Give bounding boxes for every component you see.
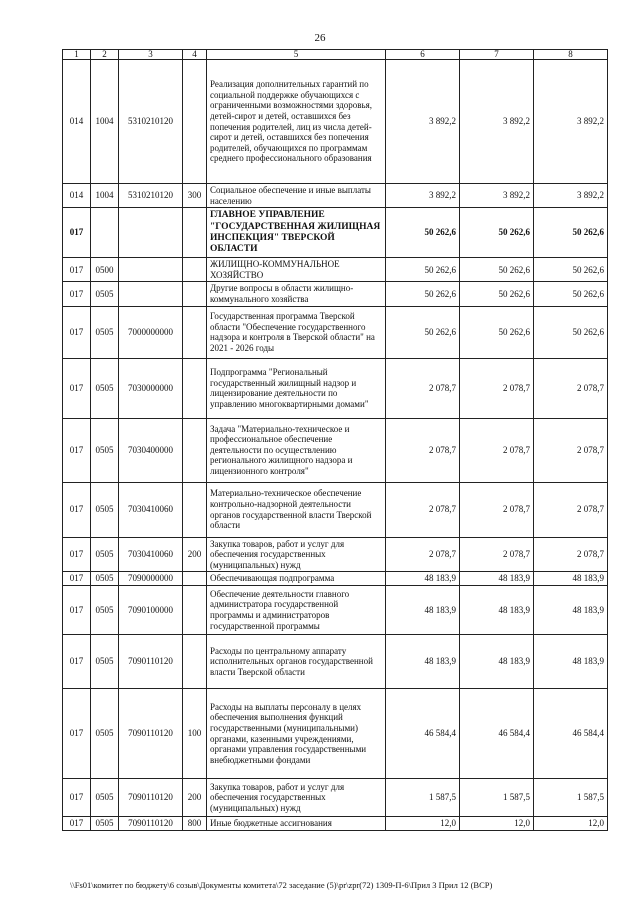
admin-code-cell: 017: [63, 282, 91, 306]
admin-code-cell: 017: [63, 572, 91, 586]
amount-col7-cell: 48 183,9: [460, 635, 534, 689]
row-name-cell: Государственная программа Тверской области "Обеспечение государственного надзора и контроля в Тверской области" на 2021 - 2026 годы: [207, 306, 386, 358]
admin-code-cell: 017: [63, 482, 91, 537]
section-code-cell: 0505: [91, 537, 119, 572]
amount-col6-cell: 48 183,9: [386, 572, 460, 586]
expense-type-cell: [183, 418, 207, 482]
admin-code-cell: 017: [63, 537, 91, 572]
admin-code-cell: 017: [63, 817, 91, 831]
section-code-cell: 0505: [91, 689, 119, 779]
amount-col8-cell: 12,0: [534, 817, 608, 831]
table-row: [63, 482, 608, 537]
target-article-cell: 7090110120: [119, 817, 183, 831]
amount-col8-cell: 48 183,9: [534, 635, 608, 689]
amount-col8-cell: 2 078,7: [534, 358, 608, 418]
target-article-cell: [119, 258, 183, 282]
amount-col6-cell: 12,0: [386, 817, 460, 831]
table-row: [63, 258, 608, 282]
section-code-cell: 0505: [91, 817, 119, 831]
expense-type-cell: 200: [183, 537, 207, 572]
amount-col7-cell: 2 078,7: [460, 482, 534, 537]
amount-col8-cell: 2 078,7: [534, 482, 608, 537]
amount-col8-cell: 2 078,7: [534, 418, 608, 482]
amount-col7-cell: 2 078,7: [460, 358, 534, 418]
amount-col8-cell: 3 892,2: [534, 184, 608, 208]
expense-type-cell: [183, 482, 207, 537]
row-name-cell: Материально-техническое обеспечение контрольно-надзорной деятельности органов государственной власти Тверской области: [207, 482, 386, 537]
column-header: 2: [91, 50, 119, 60]
admin-code-cell: 014: [63, 60, 91, 184]
column-header: 4: [183, 50, 207, 60]
amount-col8-cell: 1 587,5: [534, 779, 608, 817]
page-number: 26: [314, 32, 326, 44]
section-code-cell: 0505: [91, 358, 119, 418]
column-header: 5: [207, 50, 386, 60]
admin-code-cell: 017: [63, 306, 91, 358]
admin-code-cell: 017: [63, 689, 91, 779]
expense-type-cell: [183, 60, 207, 184]
row-name-cell: Закупка товаров, работ и услуг для обеспечения государственных (муниципальных) нужд: [207, 779, 386, 817]
admin-code-cell: 017: [63, 258, 91, 282]
expense-type-cell: [183, 358, 207, 418]
table-row: [63, 184, 608, 208]
amount-col7-cell: 50 262,6: [460, 258, 534, 282]
table-row: [63, 572, 608, 586]
target-article-cell: 5310210120: [119, 60, 183, 184]
amount-col6-cell: 50 262,6: [386, 258, 460, 282]
target-article-cell: 7030000000: [119, 358, 183, 418]
row-name-cell: Социальное обеспечение и иные выплаты населению: [207, 184, 386, 208]
amount-col7-cell: 2 078,7: [460, 418, 534, 482]
column-header: 3: [119, 50, 183, 60]
section-code-cell: 0505: [91, 586, 119, 635]
row-name-cell: Расходы по центральному аппарату исполнительных органов государственной власти Тверской области: [207, 635, 386, 689]
amount-col8-cell: 46 584,4: [534, 689, 608, 779]
expense-type-cell: [183, 586, 207, 635]
row-name-cell: Задача "Материально-техническое и профессиональное обеспечение деятельности по осуществлению регионального жилищного надзора и лицензионного контроля": [207, 418, 386, 482]
amount-col8-cell: 3 892,2: [534, 60, 608, 184]
amount-col6-cell: 50 262,6: [386, 306, 460, 358]
amount-col8-cell: 48 183,9: [534, 586, 608, 635]
amount-col7-cell: 3 892,2: [460, 60, 534, 184]
amount-col7-cell: 1 587,5: [460, 779, 534, 817]
expense-type-cell: [183, 572, 207, 586]
target-article-cell: 7030410060: [119, 482, 183, 537]
amount-col6-cell: 46 584,4: [386, 689, 460, 779]
section-code-cell: 0505: [91, 635, 119, 689]
table-row: [63, 779, 608, 817]
table-row: [63, 306, 608, 358]
row-name-cell: Расходы на выплаты персоналу в целях обеспечения выполнения функций государственными (муниципальными) органами, казенными учреждениями, органами управления государственными внебюджетными фондами: [207, 689, 386, 779]
row-name-cell: Иные бюджетные ассигнования: [207, 817, 386, 831]
admin-code-cell: 017: [63, 208, 91, 258]
target-article-cell: 7090110120: [119, 635, 183, 689]
admin-code-cell: 017: [63, 779, 91, 817]
amount-col8-cell: 2 078,7: [534, 537, 608, 572]
table-row: [63, 60, 608, 184]
row-name-cell: Другие вопросы в области жилищно-коммунального хозяйства: [207, 282, 386, 306]
expense-type-cell: [183, 306, 207, 358]
target-article-cell: 7090000000: [119, 572, 183, 586]
amount-col6-cell: 1 587,5: [386, 779, 460, 817]
table-row: [63, 635, 608, 689]
amount-col6-cell: 50 262,6: [386, 208, 460, 258]
section-code-cell: 1004: [91, 184, 119, 208]
row-name-cell: ГЛАВНОЕ УПРАВЛЕНИЕ "ГОСУДАРСТВЕННАЯ ЖИЛИЩНАЯ ИНСПЕКЦИЯ" ТВЕРСКОЙ ОБЛАСТИ: [207, 208, 386, 258]
target-article-cell: 7090110120: [119, 779, 183, 817]
amount-col6-cell: 3 892,2: [386, 184, 460, 208]
amount-col8-cell: 50 262,6: [534, 208, 608, 258]
table-row: [63, 537, 608, 572]
target-article-cell: 7030410060: [119, 537, 183, 572]
admin-code-cell: 017: [63, 635, 91, 689]
row-name-cell: Реализация дополнительных гарантий по социальной поддержке обучающихся с ограниченными возможностями здоровья, детей-сирот и детей, оставшихся без попечения родителей, лиц из числа детей-сирот и детей, оставшихся без попечения родителей, обучающихся по программам среднего профессионального образования: [207, 60, 386, 184]
row-name-cell: Обеспечение деятельности главного администратора государственной программы и администраторов государственной программы: [207, 586, 386, 635]
amount-col6-cell: 48 183,9: [386, 635, 460, 689]
admin-code-cell: 014: [63, 184, 91, 208]
row-name-cell: Подпрограмма "Региональный государственный жилищный надзор и лицензирование деятельности по управлению многоквартирными домами": [207, 358, 386, 418]
table-row: [63, 418, 608, 482]
expense-type-cell: [183, 635, 207, 689]
amount-col6-cell: 2 078,7: [386, 358, 460, 418]
table-row: [63, 586, 608, 635]
amount-col8-cell: 50 262,6: [534, 258, 608, 282]
admin-code-cell: 017: [63, 358, 91, 418]
target-article-cell: 7090100000: [119, 586, 183, 635]
target-article-cell: 5310210120: [119, 184, 183, 208]
column-header: 7: [460, 50, 534, 60]
section-code-cell: 0505: [91, 482, 119, 537]
column-number-row: [63, 50, 608, 60]
table-row: [63, 689, 608, 779]
expense-type-cell: 200: [183, 779, 207, 817]
section-code-cell: 0505: [91, 306, 119, 358]
amount-col6-cell: 3 892,2: [386, 60, 460, 184]
amount-col6-cell: 48 183,9: [386, 586, 460, 635]
expense-type-cell: 300: [183, 184, 207, 208]
table-row: [63, 282, 608, 306]
section-code-cell: 0505: [91, 779, 119, 817]
expense-type-cell: [183, 258, 207, 282]
expense-type-cell: 800: [183, 817, 207, 831]
amount-col8-cell: 48 183,9: [534, 572, 608, 586]
target-article-cell: [119, 208, 183, 258]
amount-col7-cell: 50 262,6: [460, 306, 534, 358]
row-name-cell: Обеспечивающая подпрограмма: [207, 572, 386, 586]
amount-col6-cell: 2 078,7: [386, 482, 460, 537]
table-row: [63, 208, 608, 258]
target-article-cell: 7030400000: [119, 418, 183, 482]
table-body: [63, 60, 608, 831]
row-name-cell: ЖИЛИЩНО-КОММУНАЛЬНОЕ ХОЗЯЙСТВО: [207, 258, 386, 282]
amount-col7-cell: 46 584,4: [460, 689, 534, 779]
table-row: [63, 358, 608, 418]
row-name-cell: Закупка товаров, работ и услуг для обеспечения государственных (муниципальных) нужд: [207, 537, 386, 572]
section-code-cell: 0505: [91, 572, 119, 586]
budget-table: [62, 49, 608, 831]
amount-col6-cell: 2 078,7: [386, 537, 460, 572]
amount-col7-cell: 48 183,9: [460, 586, 534, 635]
target-article-cell: 7090110120: [119, 689, 183, 779]
amount-col7-cell: 12,0: [460, 817, 534, 831]
admin-code-cell: 017: [63, 586, 91, 635]
amount-col8-cell: 50 262,6: [534, 306, 608, 358]
column-header: 6: [386, 50, 460, 60]
section-code-cell: 0505: [91, 418, 119, 482]
column-header: 8: [534, 50, 608, 60]
amount-col7-cell: 50 262,6: [460, 208, 534, 258]
target-article-cell: 7000000000: [119, 306, 183, 358]
footer-file-path: \\Fs01\комитет по бюджету\6 созыв\Документы комитета\72 заседание (5)\pr\zpr(72) 1309-П-6\Прил 3 Прил 12 (ВСР): [70, 880, 493, 890]
section-code-cell: 0500: [91, 258, 119, 282]
amount-col6-cell: 50 262,6: [386, 282, 460, 306]
column-header: 1: [63, 50, 91, 60]
amount-col7-cell: 3 892,2: [460, 184, 534, 208]
expense-type-cell: [183, 208, 207, 258]
amount-col6-cell: 2 078,7: [386, 418, 460, 482]
target-article-cell: [119, 282, 183, 306]
section-code-cell: 1004: [91, 60, 119, 184]
admin-code-cell: 017: [63, 418, 91, 482]
amount-col7-cell: 50 262,6: [460, 282, 534, 306]
table-row: [63, 817, 608, 831]
expense-type-cell: [183, 282, 207, 306]
amount-col7-cell: 2 078,7: [460, 537, 534, 572]
amount-col7-cell: 48 183,9: [460, 572, 534, 586]
expense-type-cell: 100: [183, 689, 207, 779]
section-code-cell: [91, 208, 119, 258]
section-code-cell: 0505: [91, 282, 119, 306]
amount-col8-cell: 50 262,6: [534, 282, 608, 306]
